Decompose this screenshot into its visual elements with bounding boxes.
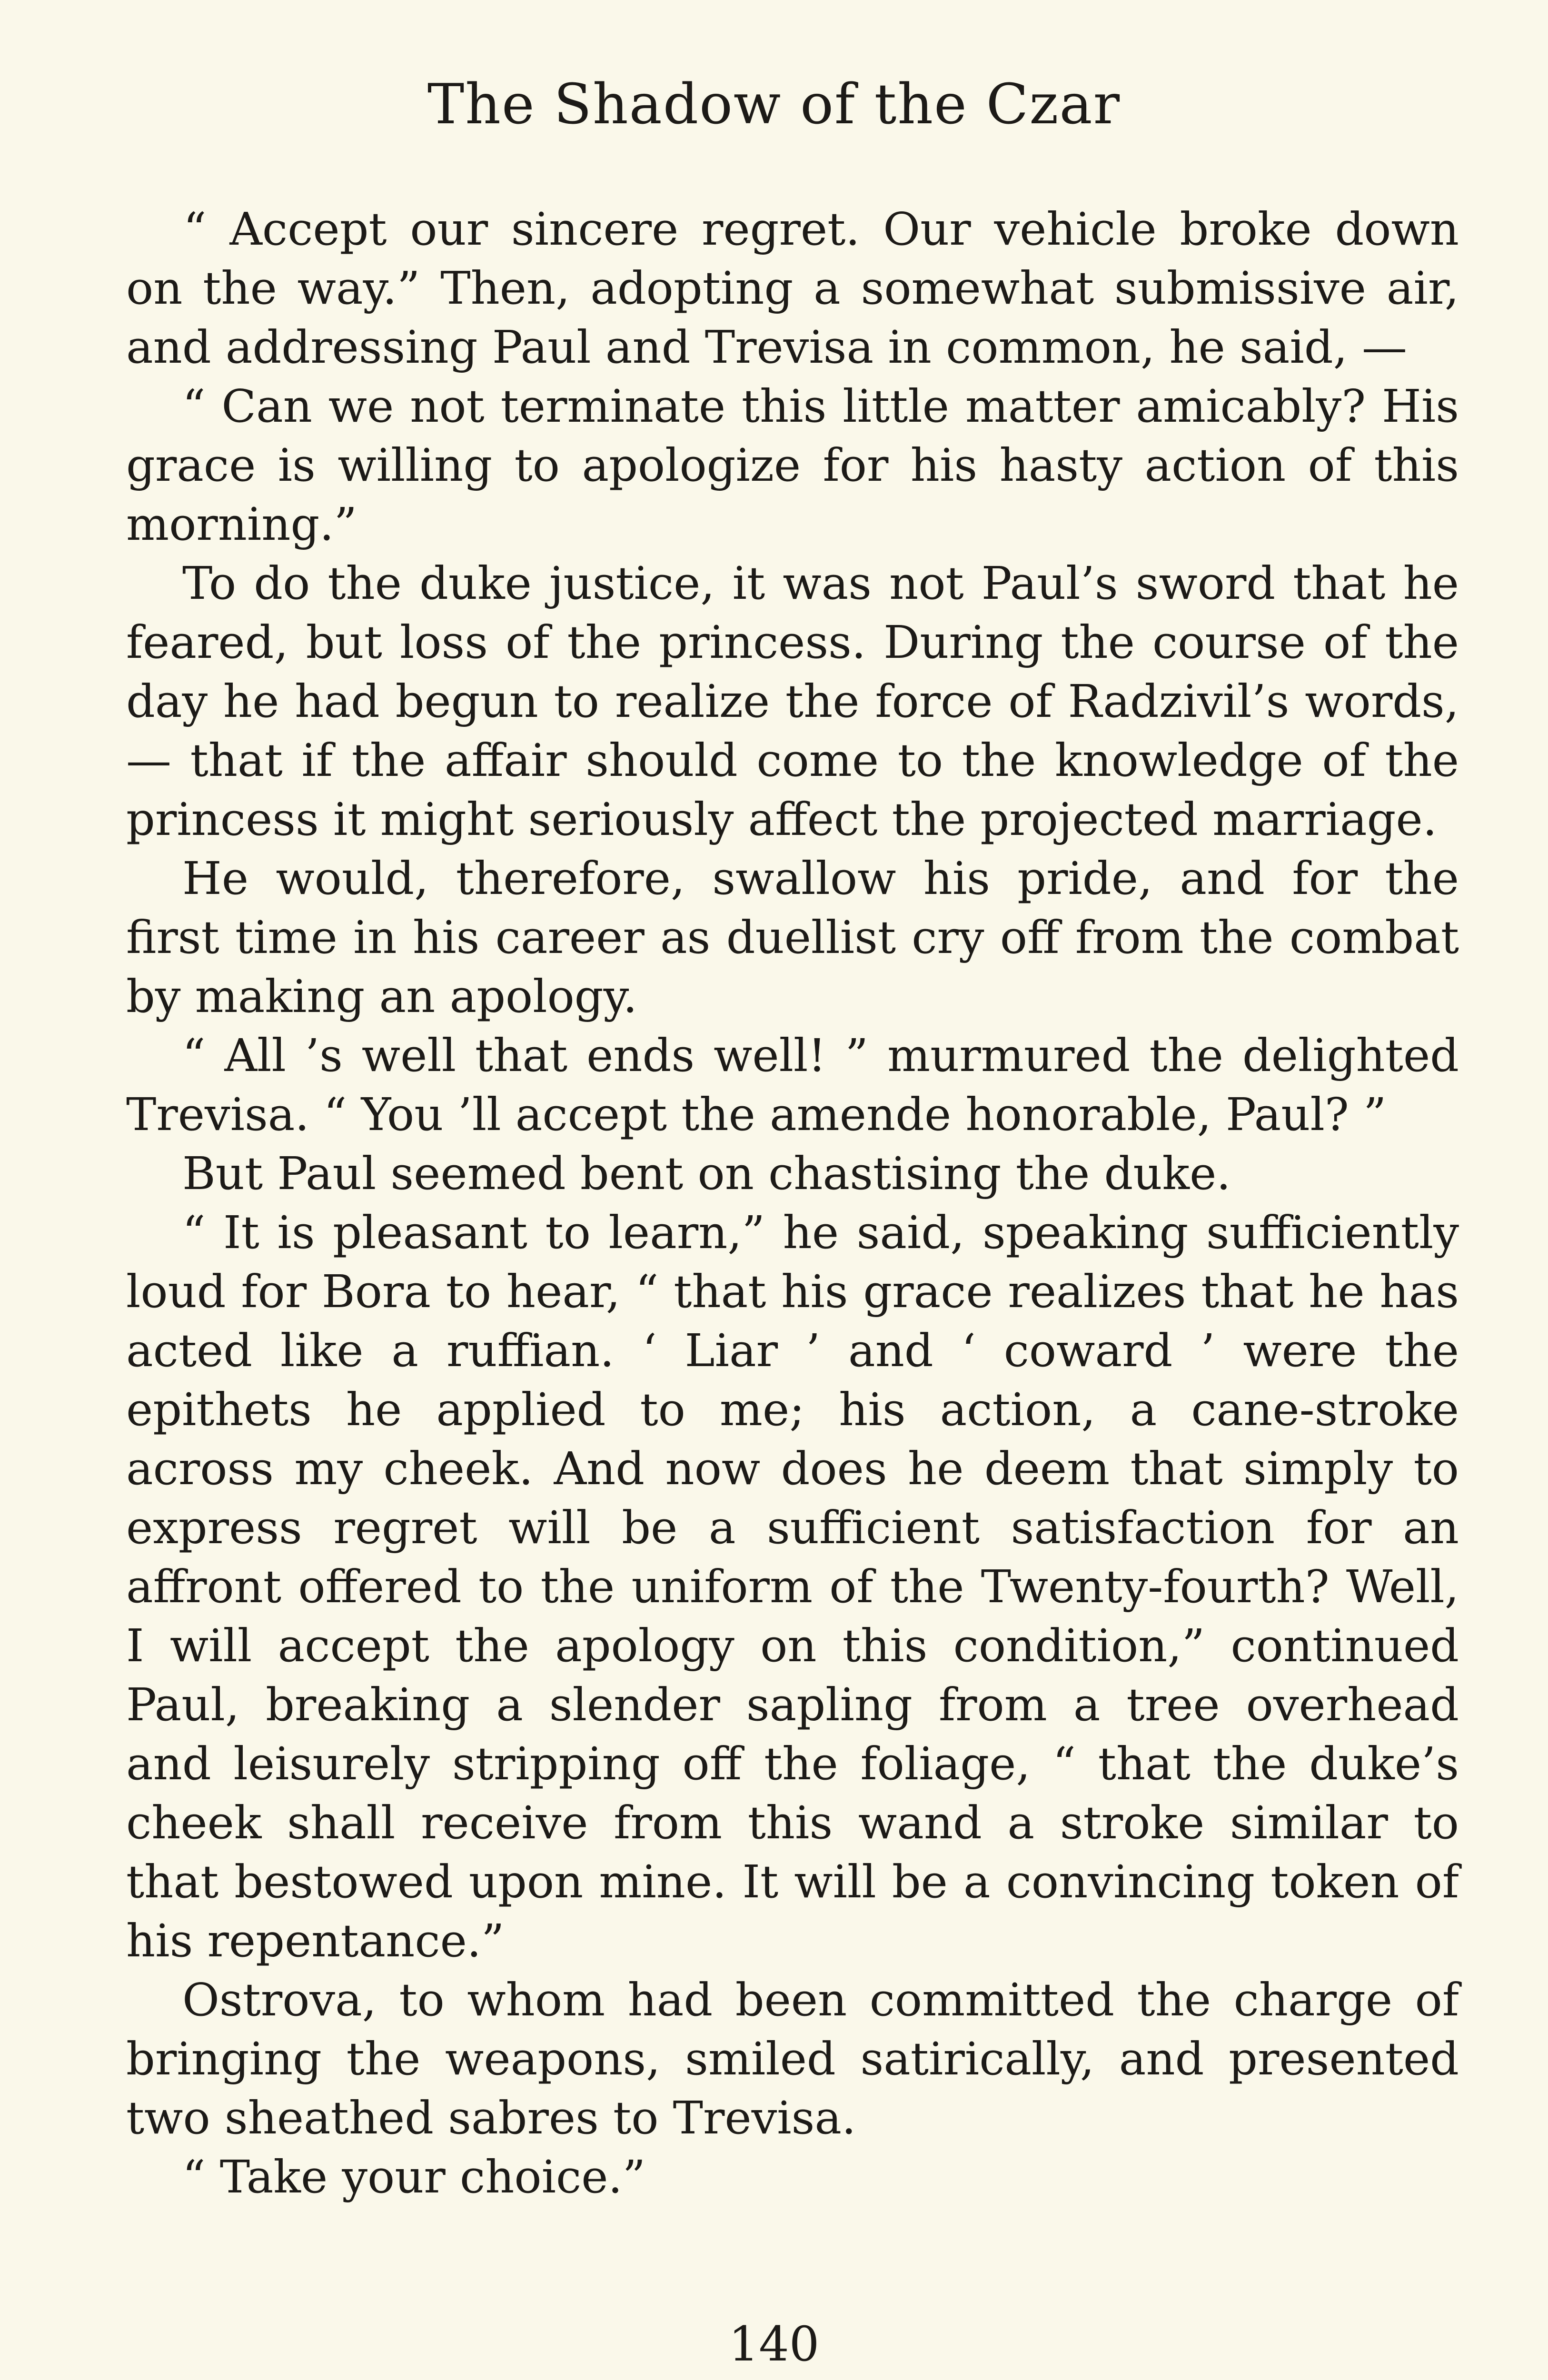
paragraph-1: “ Accept our sincere regret. Our vehicle broke down on the way.” Then, adopting a somewhat submissive air, and addressing Paul and Trevisa in common, he said, — — [126, 203, 1459, 374]
paragraph-8: Ostrova, to whom had been committed the charge of bringing the weapons, smiled satirically, and presented two sheathed sabres to Trevisa. — [126, 1974, 1459, 2144]
paragraph-9: “ Take your choice.” — [182, 2151, 646, 2203]
paragraph-5: “ All ’s well that ends well! ” murmured the delighted Trevisa. “ You ’ll accept the amende honorable, Paul? ” — [126, 1030, 1459, 1141]
paragraph-4: He would, therefore, swallow his pride, and for the first time in his career as duellist cry off from the combat by making an apology. — [126, 853, 1459, 1023]
page-number: 140 — [728, 2316, 820, 2372]
paragraph-3: To do the duke justice, it was not Paul’s sword that he feared, but loss of the princess. During the course of the day he had begun to realize the force of Radzivil’s words, — that if the affair should come to the knowledge of the princess it might seriously affect the projected marriage. — [126, 557, 1459, 846]
paragraph-2: “ Can we not terminate this little matter amicably? His grace is willing to apologize for his hasty action of this morning.” — [126, 380, 1459, 551]
paragraph-6: But Paul seemed bent on chastising the duke. — [182, 1148, 1231, 1200]
running-head: The Shadow of the Czar — [427, 72, 1121, 137]
body-text — [126, 200, 1459, 2207]
paragraph-7: “ It is pleasant to learn,” he said, speaking sufficiently loud for Bora to hear, “ that his grace realizes that he has acted like a ruffian. ‘ Liar ’ and ‘ coward ’ were the epithets he applied to me; his action, a cane-stroke across my cheek. And now does he deem that simply to express regret will be a sufficient satisfaction for an affront offered to the uniform of the Twenty-fourth? Well, I will accept the apology on this condition,” continued Paul, breaking a slender sapling from a tree overhead and leisurely stripping off the foliage, “ that the duke’s cheek shall receive from this wand a stroke similar to that bestowed upon mine. It will be a convincing token of his repentance.” — [126, 1207, 1459, 1967]
